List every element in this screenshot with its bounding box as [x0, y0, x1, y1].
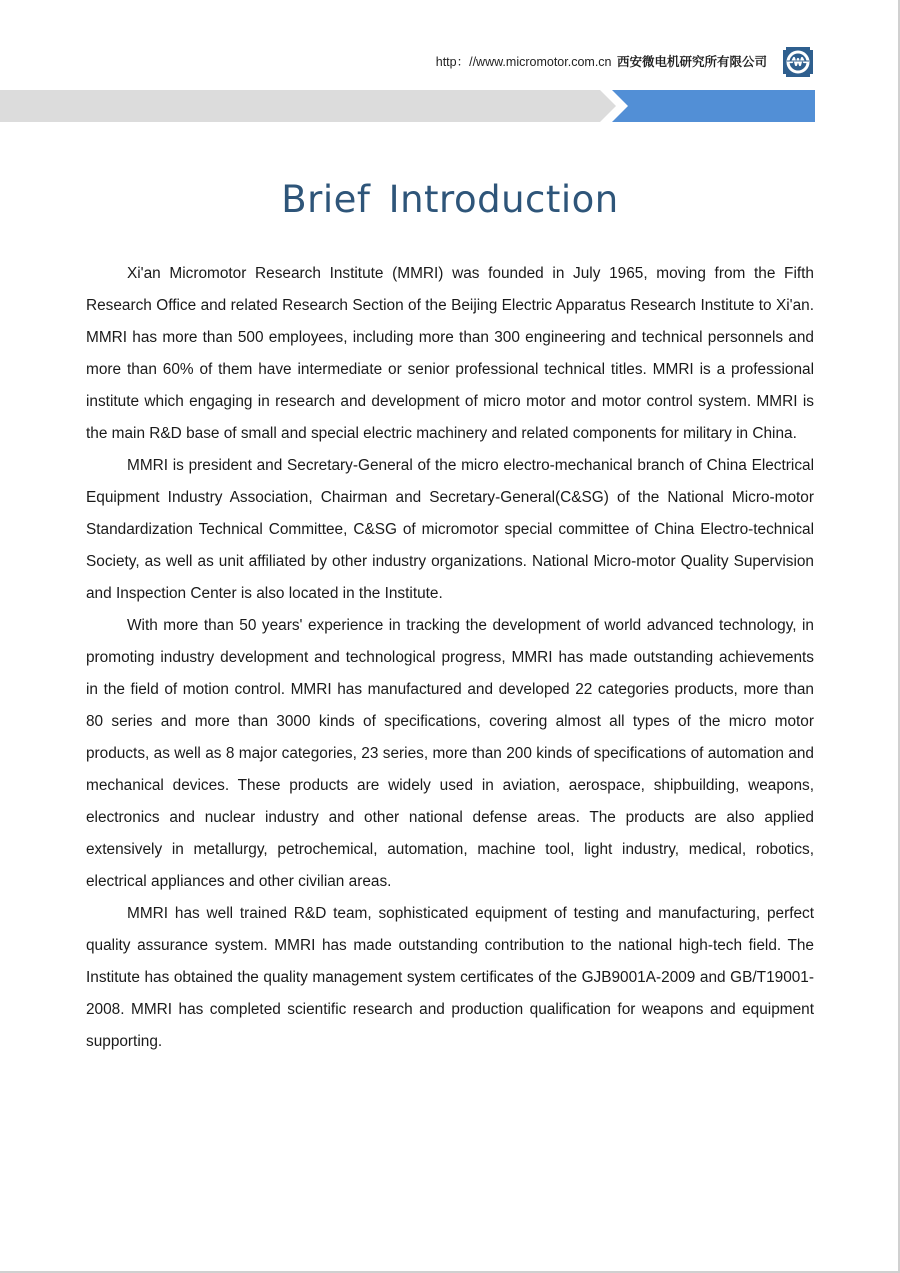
paragraph-founding: Xi'an Micromotor Research Institute (MMRI) was founded in July 1965, moving from the Fifth Research Office and related Research Section of the Beijing Electric Apparatus Research Institute to Xi'an. MMRI has more than 500 employees, including more than 300 engineering and technical personnels and more than 60% of them have intermediate or senior professional technical titles. MMRI is a professional institute which engaging in research and development of micro motor and motor control system. MMRI is the main R&D base of small and special electric machinery and related components for military in China. [86, 265, 814, 442]
header-band-grey [0, 90, 616, 122]
website-url[interactable]: http：//www.micromotor.com.cn [435, 55, 612, 69]
paragraph-achievements: With more than 50 years' experience in tracking the development of world advanced technology, in promoting industry development and technological progress, MMRI has made outstanding achievements in the field of motion control. MMRI has manufactured and developed 22 categories products, more than 80 series and more than 3000 kinds of specifications, covering almost all types of the micro motor products, as well as 8 major categories, 23 series, more than 200 kinds of specifications of automation and mechanical devices. These products are widely used in aviation, aerospace, shipbuilding, weapons, electronics and nuclear industry and other national defense areas. The products are also applied extensively in metallurgy, petrochemical, automation, machine tool, light industry, medical, robotics, electrical appliances and other civilian areas. [86, 617, 814, 890]
paragraph-affiliations: MMRI is president and Secretary-General of the micro electro-mechanical branch of China Electrical Equipment Industry Association, Chairman and Secretary-General(C&SG) of the National Micro-motor Standardization Technical Committee, C&SG of micromotor special committee of China Electro-technical Society, as well as unit affiliated by other industry organizations. National Micro-motor Quality Supervision and Inspection Center is also located in the Institute. [86, 457, 814, 602]
company-name-cn: 西安微电机研究所有限公司 [616, 55, 767, 69]
mmri-logo-icon [782, 46, 814, 78]
page-header [436, 52, 767, 70]
document-body [86, 258, 814, 1058]
header-band-blue-chevron [612, 90, 815, 122]
paragraph-quality: MMRI has well trained R&D team, sophisticated equipment of testing and manufacturing, perfect quality assurance system. MMRI has made outstanding contribution to the national high-tech field. The Institute has obtained the quality management system certificates of the GJB9001A-2009 and GB/T19001-2008. MMRI has completed scientific research and production qualification for weapons and equipment supporting. [86, 905, 814, 1050]
page-title: Brief Introduction [281, 178, 619, 221]
